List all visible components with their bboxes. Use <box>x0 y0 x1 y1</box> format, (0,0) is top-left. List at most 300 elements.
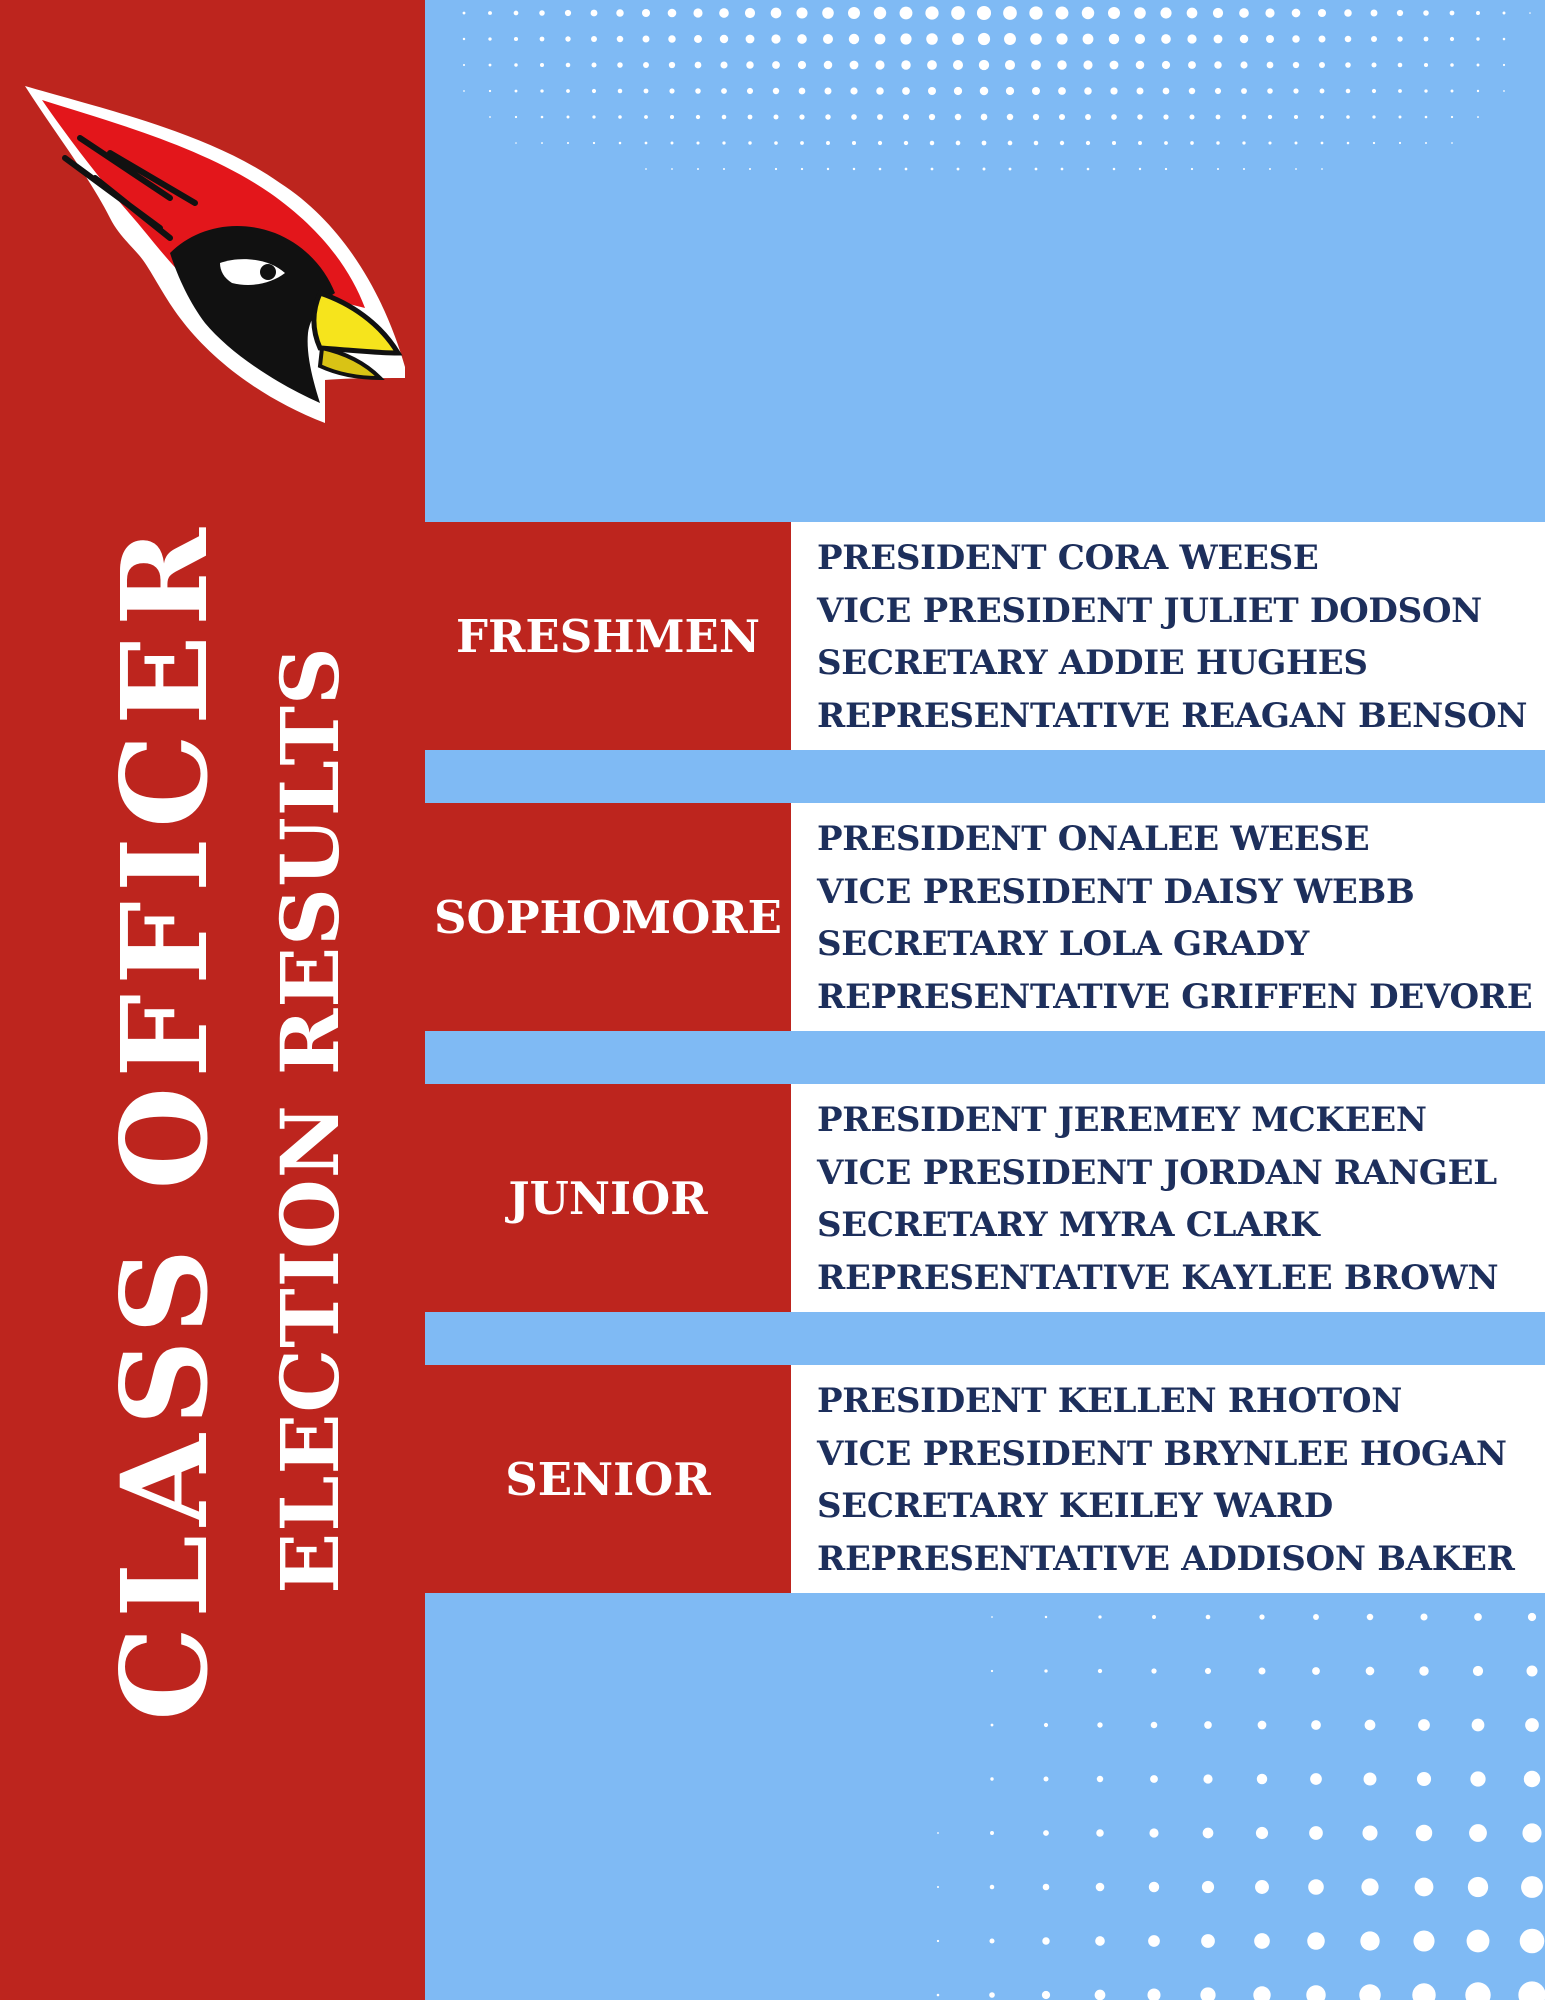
halftone-dot <box>1295 168 1297 170</box>
halftone-dot <box>772 61 780 69</box>
halftone-dot <box>1240 35 1248 43</box>
halftone-dot <box>695 88 701 94</box>
halftone-dot <box>1310 1773 1322 1785</box>
halftone-dot <box>488 37 491 40</box>
halftone-dot <box>514 11 519 16</box>
halftone-dot <box>1216 141 1219 144</box>
halftone-dot <box>1418 1719 1430 1731</box>
halftone-dot <box>1056 33 1067 44</box>
halftone-dot <box>1528 1613 1536 1621</box>
halftone-dot <box>926 33 938 45</box>
halftone-dot <box>853 168 855 170</box>
halftone-dot <box>1152 1615 1156 1619</box>
officer-president: PRESIDENT ONALEE WEESE <box>817 819 1370 859</box>
halftone-dot <box>774 141 778 145</box>
halftone-dot <box>1372 89 1376 93</box>
halftone-dot <box>937 1994 940 1997</box>
halftone-dot <box>616 9 623 16</box>
halftone-dot <box>1267 62 1274 69</box>
halftone-dot <box>1424 63 1428 67</box>
halftone-dot <box>1397 36 1402 41</box>
halftone-dot <box>1096 1883 1105 1892</box>
halftone-dot <box>1319 62 1325 68</box>
halftone-dot <box>489 116 491 118</box>
halftone-dot <box>1309 1826 1323 1840</box>
halftone-dot <box>1503 12 1506 15</box>
halftone-dot <box>643 36 650 43</box>
officer-vice-president: VICE PRESIDENT JORDAN RANGEL <box>817 1152 1497 1193</box>
halftone-dot <box>1254 1933 1270 1949</box>
halftone-dot <box>1308 1879 1324 1895</box>
halftone-dot <box>488 11 492 15</box>
officer-list <box>791 1365 1545 1593</box>
halftone-dot <box>1318 9 1326 17</box>
halftone-dot <box>1258 1721 1267 1730</box>
halftone-dot <box>1045 1616 1047 1618</box>
halftone-dot <box>1365 1720 1376 1731</box>
halftone-dot <box>1061 168 1064 171</box>
halftone-dot <box>1113 168 1116 171</box>
halftone-dot <box>566 63 571 68</box>
halftone-dot <box>1242 141 1245 144</box>
halftone-dot <box>878 141 882 145</box>
halftone-dot <box>1345 36 1352 43</box>
halftone-dot <box>1043 1884 1050 1891</box>
halftone-dot <box>1033 114 1039 120</box>
halftone-dot <box>1465 1982 1490 2000</box>
halftone-dot <box>850 61 859 70</box>
halftone-dot <box>989 1938 994 1943</box>
halftone-dot <box>1032 87 1040 95</box>
halftone-dot <box>644 115 648 119</box>
halftone-dot <box>824 61 833 70</box>
halftone-dot <box>1344 9 1352 17</box>
halftone-dot <box>1136 61 1145 70</box>
halftone-dot <box>1240 61 1247 68</box>
halftone-dot <box>645 142 648 145</box>
halftone-dot <box>825 114 830 119</box>
halftone-dot <box>1242 115 1247 120</box>
halftone-dot <box>875 60 884 69</box>
halftone-dot <box>593 142 595 144</box>
officer-representative: REPRESENTATIVE GRIFFEN DEVORE <box>817 976 1533 1017</box>
halftone-dot <box>1150 1775 1158 1783</box>
officer-president: PRESIDENT CORA WEESE <box>817 538 1319 578</box>
halftone-dot <box>1044 1723 1048 1727</box>
halftone-dot <box>1367 1614 1373 1620</box>
halftone-dot <box>937 1832 939 1834</box>
officer-secretary: SECRETARY MYRA CLARK <box>817 1205 1320 1245</box>
halftone-dot <box>463 64 465 66</box>
halftone-dot <box>848 7 860 19</box>
halftone-dot <box>1056 7 1069 20</box>
halftone-dot <box>1320 115 1324 119</box>
halftone-dot <box>591 62 596 67</box>
halftone-dot <box>1416 1825 1432 1841</box>
halftone-dot <box>463 90 465 92</box>
halftone-dot <box>1148 1935 1160 1947</box>
halftone-dot <box>618 115 622 119</box>
halftone-dot <box>1313 1614 1319 1620</box>
halftone-dot <box>876 87 884 95</box>
halftone-dot <box>643 62 649 68</box>
halftone-dot <box>1203 1828 1214 1839</box>
halftone-dot <box>720 35 728 43</box>
halftone-dot <box>1372 115 1375 118</box>
halftone-dot <box>1086 141 1090 145</box>
halftone-dot <box>990 1885 995 1890</box>
halftone-dot <box>1425 116 1428 119</box>
halftone-dot <box>801 168 803 170</box>
halftone-dot <box>850 87 857 94</box>
halftone-dot <box>1472 1719 1485 1732</box>
halftone-dot <box>1202 1881 1214 1893</box>
halftone-dot <box>1306 1985 1325 2000</box>
halftone-dot <box>1149 1882 1159 1892</box>
halftone-dot <box>1134 7 1146 19</box>
halftone-dot <box>1215 88 1221 94</box>
halftone-dot <box>1112 141 1116 145</box>
halftone-dot <box>1399 142 1401 144</box>
halftone-dot <box>1293 62 1299 68</box>
halftone-dot <box>900 33 911 44</box>
halftone-dot <box>1160 7 1171 18</box>
halftone-dot <box>1188 61 1196 69</box>
halftone-dot <box>904 141 908 145</box>
halftone-dot <box>668 35 675 42</box>
halftone-dot <box>618 89 623 94</box>
halftone-dot <box>1518 1981 1545 2000</box>
halftone-dot <box>1042 1937 1049 1944</box>
halftone-dot <box>723 168 725 170</box>
halftone-dot <box>642 9 650 17</box>
halftone-dot <box>1096 1829 1104 1837</box>
halftone-dot <box>826 141 830 145</box>
halftone-dot <box>1268 141 1271 144</box>
halftone-dot <box>1373 142 1375 144</box>
halftone-dot <box>927 60 937 70</box>
halftone-dot <box>645 168 647 170</box>
halftone-dot <box>748 115 753 120</box>
halftone-dot <box>822 7 834 19</box>
officer-representative: REPRESENTATIVE ADDISON BAKER <box>817 1538 1515 1579</box>
halftone-dot <box>1521 1876 1543 1898</box>
halftone-dot <box>951 6 965 20</box>
halftone-dot <box>1451 116 1453 118</box>
halftone-dot <box>1217 168 1219 170</box>
title-line-class-officer: CLASS OFFICER <box>95 519 234 1721</box>
halftone-dot <box>1057 60 1066 69</box>
halftone-dot <box>849 34 859 44</box>
halftone-dot <box>981 114 988 121</box>
halftone-dot <box>902 87 910 95</box>
halftone-dot <box>796 7 807 18</box>
halftone-dot <box>1476 11 1480 15</box>
class-label: FRESHMEN <box>425 522 791 750</box>
halftone-dot <box>1399 116 1402 119</box>
halftone-dot <box>1044 1669 1047 1672</box>
halftone-dot <box>514 37 518 41</box>
halftone-dot <box>1044 1777 1049 1782</box>
halftone-dot <box>1477 64 1480 67</box>
halftone-dot <box>1205 1668 1211 1674</box>
halftone-dot <box>928 87 936 95</box>
halftone-dot <box>1413 1930 1434 1951</box>
halftone-dot <box>1467 1930 1490 1953</box>
halftone-dot <box>931 168 934 171</box>
halftone-dot <box>1450 63 1454 67</box>
officer-vice-president: VICE PRESIDENT JULIET DODSON <box>817 590 1482 631</box>
halftone-dot <box>1346 89 1351 94</box>
class-block-junior <box>425 1084 1545 1312</box>
halftone-dot <box>1203 1774 1212 1783</box>
class-label: JUNIOR <box>425 1084 791 1312</box>
class-block-sophomore <box>425 803 1545 1031</box>
halftone-dot <box>1042 1991 1050 1999</box>
halftone-dot <box>1307 1932 1325 1950</box>
officer-list <box>791 522 1545 750</box>
halftone-dot <box>875 34 886 45</box>
halftone-dot <box>540 63 544 67</box>
halftone-dot <box>1321 168 1323 170</box>
halftone-dot <box>877 114 883 120</box>
halftone-dot <box>1417 1772 1431 1786</box>
halftone-dot <box>1006 87 1014 95</box>
halftone-dot <box>1163 114 1168 119</box>
halftone-dot <box>748 141 751 144</box>
halftone-dot <box>1004 33 1016 45</box>
halftone-dot <box>693 8 702 17</box>
halftone-dot <box>668 9 677 18</box>
halftone-dot <box>1398 63 1403 68</box>
halftone-dot <box>1135 34 1145 44</box>
halftone-dot <box>1137 114 1142 119</box>
halftone-dot <box>592 115 595 118</box>
halftone-dot <box>463 38 465 40</box>
halftone-dot <box>1527 1666 1538 1677</box>
halftone-dot <box>991 1616 993 1618</box>
halftone-dot <box>669 62 675 68</box>
halftone-dot <box>901 60 910 69</box>
halftone-dot <box>565 10 571 16</box>
halftone-dot <box>925 6 938 19</box>
halftone-dot <box>955 114 961 120</box>
halftone-dot <box>930 141 935 146</box>
halftone-dot <box>852 141 856 145</box>
halftone-dot <box>1450 37 1454 41</box>
halftone-dot <box>773 88 779 94</box>
halftone-dot <box>1257 1774 1267 1784</box>
halftone-dot <box>1473 1666 1483 1676</box>
halftone-dot <box>541 116 544 119</box>
halftone-dot <box>1110 87 1117 94</box>
halftone-dot <box>1451 90 1454 93</box>
halftone-dot <box>990 1831 994 1835</box>
halftone-dot <box>1084 87 1092 95</box>
halftone-dot <box>1097 1776 1103 1782</box>
cardinal-head-icon <box>20 78 405 423</box>
halftone-dot <box>591 36 597 42</box>
halftone-dot <box>1216 115 1221 120</box>
halftone-dot <box>1420 1613 1427 1620</box>
halftone-dot <box>1189 88 1195 94</box>
halftone-dot <box>1095 1936 1105 1946</box>
halftone-dot <box>1163 88 1170 95</box>
halftone-dot <box>879 168 882 171</box>
halftone-dot <box>1095 1990 1106 2000</box>
halftone-dot <box>1503 90 1505 92</box>
halftone-dot <box>671 168 673 170</box>
halftone-dot <box>747 88 753 94</box>
halftone-dot <box>1294 115 1298 119</box>
halftone-dot <box>1253 1986 1270 2000</box>
halftone-dot <box>722 141 725 144</box>
halftone-dot <box>1267 88 1273 94</box>
halftone-dot <box>1398 89 1402 93</box>
halftone-dot <box>1503 38 1506 41</box>
halftone-dot <box>937 1886 939 1888</box>
halftone-dot <box>1371 36 1377 42</box>
halftone-dot <box>1008 141 1013 146</box>
halftone-dot <box>979 60 989 70</box>
halftone-dot <box>1295 142 1298 145</box>
halftone-dot <box>1206 1615 1211 1620</box>
halftone-dot <box>514 63 517 66</box>
halftone-dot <box>749 168 751 170</box>
halftone-dot <box>799 88 806 95</box>
halftone-dot <box>567 116 570 119</box>
halftone-dot <box>800 141 804 145</box>
halftone-dot <box>540 89 543 92</box>
halftone-dot <box>1098 1615 1101 1618</box>
officer-president: PRESIDENT JEREMEY MCKEEN <box>817 1100 1427 1140</box>
halftone-dot <box>1371 62 1376 67</box>
halftone-dot <box>1361 1878 1378 1895</box>
halftone-dot <box>1110 61 1119 70</box>
halftone-dot <box>696 141 699 144</box>
halftone-dot <box>900 7 913 20</box>
halftone-dot <box>1524 1771 1540 1787</box>
halftone-dot <box>1151 1668 1156 1673</box>
halftone-dot <box>1214 61 1222 68</box>
halftone-dot <box>1214 35 1223 44</box>
halftone-dot <box>1525 1718 1539 1732</box>
halftone-dot <box>1397 10 1403 16</box>
halftone-dot <box>773 114 778 119</box>
halftone-dot <box>957 168 960 171</box>
halftone-dot <box>515 90 518 93</box>
halftone-dot <box>797 34 807 44</box>
halftone-dot <box>1362 1825 1377 1840</box>
halftone-dot <box>823 34 833 44</box>
halftone-dot <box>1060 141 1064 145</box>
halftone-dot <box>1259 1668 1266 1675</box>
halftone-dot <box>953 60 963 70</box>
halftone-dot <box>1503 64 1505 66</box>
halftone-dot <box>1347 142 1350 145</box>
halftone-dot <box>1415 1878 1434 1897</box>
officer-representative: REPRESENTATIVE REAGAN BENSON <box>817 695 1528 736</box>
halftone-dot <box>799 114 804 119</box>
halftone-dot <box>1009 168 1012 171</box>
halftone-dot <box>1469 1824 1487 1842</box>
halftone-dot <box>541 142 543 144</box>
halftone-dot <box>565 36 570 41</box>
halftone-dot <box>1292 9 1301 18</box>
halftone-dot <box>1187 8 1198 19</box>
officer-list <box>791 1084 1545 1312</box>
halftone-dot <box>1256 1827 1268 1839</box>
halftone-dot <box>1083 34 1094 45</box>
halftone-dot <box>1239 8 1249 18</box>
halftone-dot <box>1520 1929 1545 1954</box>
halftone-dot <box>1003 6 1017 20</box>
halftone-dot <box>1043 1830 1049 1836</box>
halftone-dot <box>1476 37 1479 40</box>
halftone-dot <box>1097 1722 1102 1727</box>
halftone-dot <box>540 37 545 42</box>
halftone-dot <box>567 142 569 144</box>
halftone-dot <box>617 62 622 67</box>
halftone-dot <box>1419 1666 1428 1675</box>
halftone-dot <box>952 33 964 45</box>
sidebar <box>0 0 425 2000</box>
halftone-dot <box>1031 60 1041 70</box>
officer-list <box>791 803 1545 1031</box>
halftone-dot <box>1450 11 1455 16</box>
halftone-dot <box>1083 60 1092 69</box>
halftone-dot <box>1191 168 1193 170</box>
halftone-dot <box>720 61 727 68</box>
halftone-dot <box>1007 114 1013 120</box>
halftone-dot <box>1243 168 1245 170</box>
halftone-dot <box>980 87 988 95</box>
officer-president: PRESIDENT KELLEN RHOTON <box>817 1381 1403 1421</box>
halftone-dot <box>1265 8 1274 17</box>
halftone-dot <box>1259 1614 1264 1619</box>
halftone-dot <box>591 10 598 17</box>
halftone-dot <box>956 141 961 146</box>
halftone-dot <box>1138 141 1142 145</box>
halftone-dot <box>771 8 782 19</box>
halftone-dot <box>1293 88 1298 93</box>
halftone-dot <box>697 168 699 170</box>
halftone-dot <box>1268 115 1272 119</box>
halftone-dot <box>746 61 753 68</box>
halftone-dot <box>670 115 674 119</box>
halftone-dot <box>1164 141 1168 145</box>
halftone-dot <box>1477 116 1479 118</box>
halftone-dot <box>671 142 674 145</box>
halftone-dot <box>991 1670 993 1672</box>
halftone-dot <box>1266 35 1274 43</box>
halftone-dot <box>1522 1823 1541 1842</box>
halftone-dot <box>566 89 570 93</box>
halftone-dot <box>1424 89 1427 92</box>
halftone-dot <box>1109 34 1119 44</box>
halftone-dot <box>983 168 986 171</box>
halftone-dot <box>1165 168 1167 170</box>
halftone-dot <box>1360 1931 1379 1950</box>
halftone-dot <box>1292 35 1300 43</box>
halftone-dot <box>1311 1720 1321 1730</box>
halftone-dot <box>825 88 832 95</box>
halftone-dot <box>989 1992 995 1998</box>
class-block-freshmen <box>425 522 1545 750</box>
halftone-dot <box>1108 7 1120 19</box>
halftone-dot <box>721 88 727 94</box>
halftone-dot <box>1424 37 1429 42</box>
